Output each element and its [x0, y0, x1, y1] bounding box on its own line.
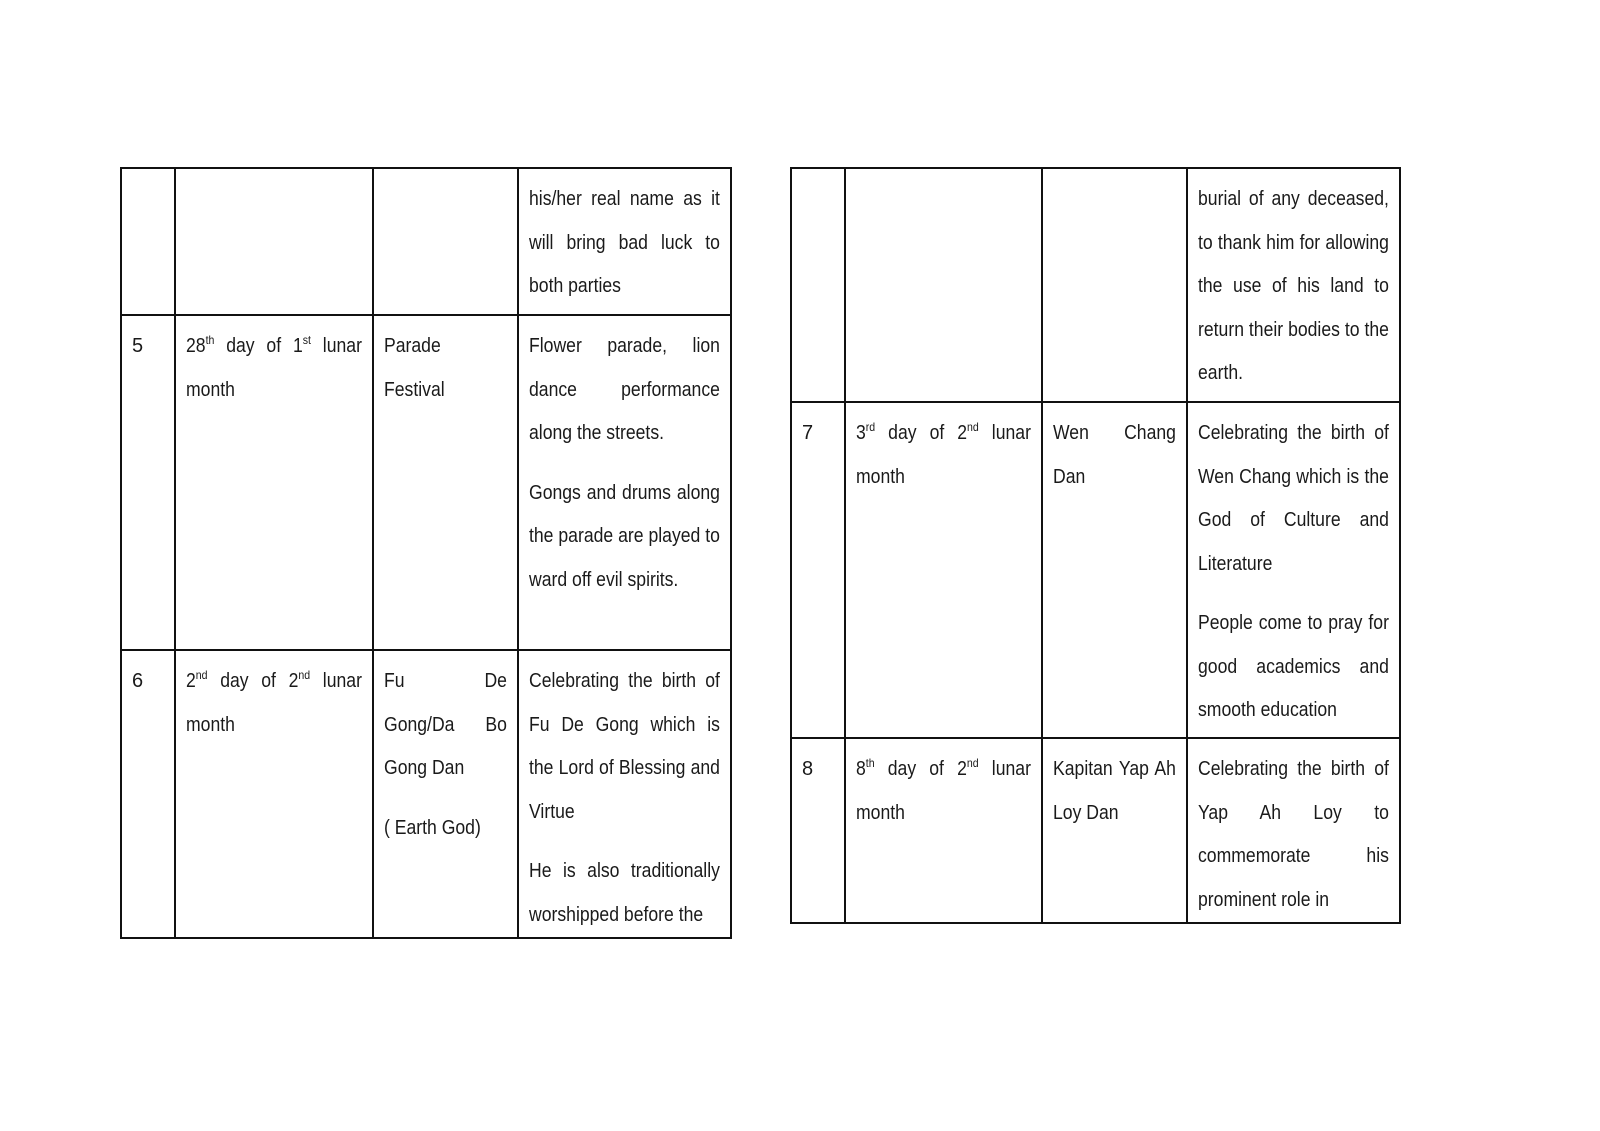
cell-festival	[1042, 738, 1187, 923]
cell-description	[1187, 402, 1400, 738]
cell-number	[791, 168, 845, 402]
description-paragraph: People come to pray for good academics and smooth education	[1198, 612, 1389, 721]
table-row	[791, 402, 1400, 738]
description-paragraph: He is also traditionally worshipped before the	[529, 860, 720, 926]
festival-table-left	[120, 167, 732, 939]
table-row	[121, 168, 731, 315]
table-row	[121, 315, 731, 650]
festival-note: ( Earth God)	[384, 816, 481, 839]
description-paragraph: Celebrating the birth of Wen Chang which is the God of Culture and Literature	[1198, 422, 1389, 575]
cell-description	[518, 315, 731, 650]
description-paragraph: Celebrating the birth of Yap Ah Loy to commemorate his prominent role in	[1198, 758, 1389, 911]
cell-date	[175, 168, 373, 315]
cell-date	[845, 738, 1042, 923]
cell-description	[518, 168, 731, 315]
table-row	[791, 168, 1400, 402]
cell-number: 6	[121, 650, 175, 938]
date-text: 3rd day of 2nd lunar month	[856, 420, 1031, 488]
date-text: 8th day of 2nd lunar month	[856, 756, 1031, 824]
festival-name: Fu De Gong/Da Bo Gong Dan	[384, 670, 507, 779]
date-text: 2nd day of 2nd lunar month	[186, 668, 362, 736]
table-row	[121, 650, 731, 938]
cell-date	[845, 168, 1042, 402]
description-paragraph: Flower parade, lion dance performance along the streets.	[529, 335, 720, 444]
description-paragraph: burial of any deceased, to thank him for allowing the use of his land to return their bodies to the earth.	[1198, 188, 1389, 384]
cell-description	[1187, 168, 1400, 402]
festival-table-right	[790, 167, 1401, 924]
cell-date	[845, 402, 1042, 738]
cell-date	[175, 315, 373, 650]
cell-description	[1187, 738, 1400, 923]
table-row	[791, 738, 1400, 923]
cell-festival	[373, 650, 518, 938]
festival-name: Parade Festival	[384, 335, 445, 401]
cell-festival	[373, 168, 518, 315]
cell-festival	[1042, 168, 1187, 402]
cell-number: 8	[791, 738, 845, 923]
festival-name: Kapitan Yap Ah Loy Dan	[1053, 758, 1176, 824]
cell-festival	[373, 315, 518, 650]
description-paragraph: Celebrating the birth of Fu De Gong which is the Lord of Blessing and Virtue	[529, 670, 720, 823]
cell-description	[518, 650, 731, 938]
cell-festival	[1042, 402, 1187, 738]
cell-number: 7	[791, 402, 845, 738]
date-text: 28th day of 1st lunar month	[186, 333, 362, 401]
cell-number	[121, 168, 175, 315]
festival-name: Wen Chang Dan	[1053, 422, 1176, 488]
cell-number: 5	[121, 315, 175, 650]
description-paragraph: his/her real name as it will bring bad luck to both parties	[529, 188, 720, 297]
cell-date	[175, 650, 373, 938]
description-paragraph: Gongs and drums along the parade are played to ward off evil spirits.	[529, 481, 720, 591]
